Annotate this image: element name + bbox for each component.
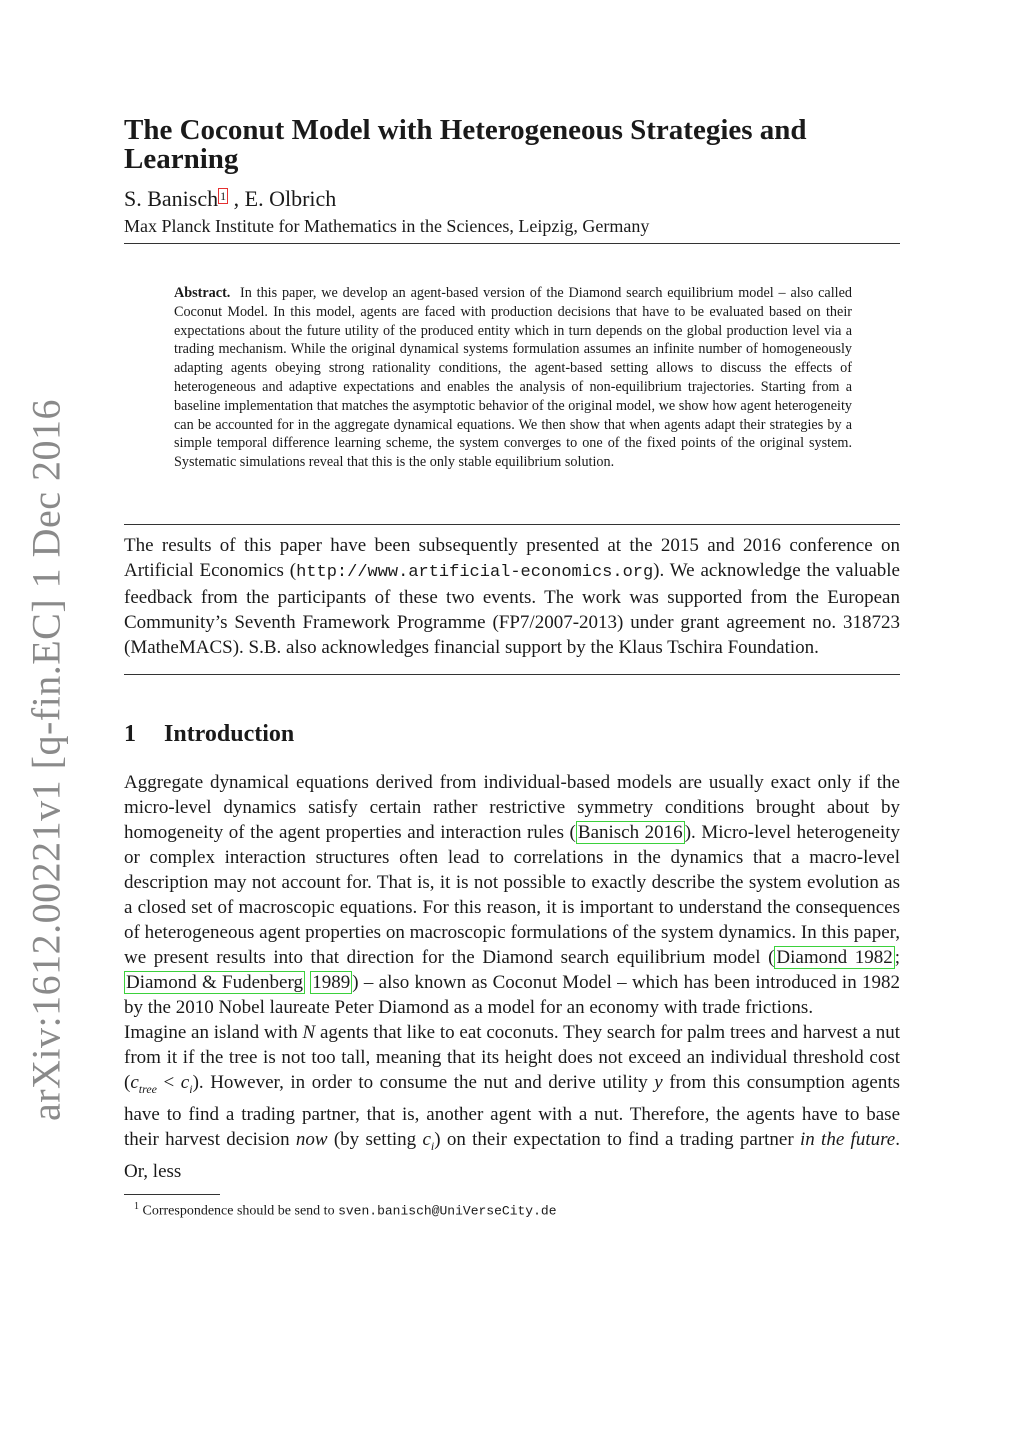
abstract-text: In this paper, we develop an agent-based version of the Diamond search equilibrium model – also called Coconut Model. In this model, agents are faced with production decisions that have to be evaluated based on their expectations about the future utility of the produced entity which in turn depends on the global production level via a trading mechanism. While the original dynamical systems formulation assumes an infinite number of homogeneously adapting agents obeying strong rationality conditions, the agent-based setting allows to discuss the effects of heterogeneous and adaptive expectations and enables the analysis of non-equilibrium trajectories. Starting from a baseline implementation that matches the asymptotic behavior of the original model, we show how agent heterogeneity can be accounted for in the aggregate dynamical equations. We then show that when agents adapt their strategies by a simple temporal difference learning scheme, the system converges to one of the fixed points of the original system. Systematic simulations reveal that this is the only stable equilibrium solution.	[174, 285, 853, 471]
ack-text-1: The results of this paper have been subsequently presented at the 2015 and 2016 conference on Artificial Economics (	[124, 534, 900, 581]
divider-bottom	[124, 674, 900, 675]
intro-text: from this consumption agents have to find a trading partner, that is, another agent with a nut. Therefore, the agents have to base their harvest decision	[124, 1071, 900, 1150]
intro-text: Imagine an island with	[124, 1021, 303, 1043]
emph-now: now	[295, 1128, 328, 1150]
citation-1989[interactable]: 1989	[312, 971, 351, 993]
author-banisch: S. Banisch	[124, 186, 219, 211]
footnote	[124, 1201, 900, 1220]
section-number: 1	[124, 720, 136, 747]
math-c-i-2: $c_i$	[422, 1128, 435, 1153]
citation-banisch-2016[interactable]: Banisch 2016	[577, 821, 683, 843]
section-title: Introduction	[164, 720, 295, 747]
footnote-text: Correspondence should be send to	[139, 1203, 339, 1219]
citation-diamond-fudenberg[interactable]: Diamond & Fudenberg	[126, 971, 303, 993]
author-olbrich: , E. Olbrich	[228, 186, 337, 211]
intro-text: ) – also known as Coconut Model – which has been introduced in 1982 by the 2010 Nobel laureate Peter Diamond as a model for an economy with trade frictions.	[124, 971, 900, 1018]
abstract-label: Abstract.	[174, 285, 231, 301]
intro-text: ). Micro-level heterogeneity or complex interaction structures often lead to correlations in the dynamics that a macro-level description may not account for. That is, it is not possible to exactly describe the system evolution as a closed set of macroscopic equations. For this reason, it is important to understand the consequences of heterogeneous agent properties on macroscopic formulations of the system dynamics. In this paper, we present results into that direction for the Diamond search equilibrium model (	[124, 821, 900, 968]
math-c-tree: $c_{tree}$	[130, 1071, 157, 1096]
footnote-link[interactable]: 1	[220, 189, 227, 203]
emph-future: in the future	[799, 1128, 896, 1150]
affiliation: Max Planck Institute for Mathematics in the Sciences, Leipzig, Germany	[124, 216, 900, 244]
section-heading	[124, 721, 900, 748]
ack-url-link[interactable]: http://www.artificial-economics.org	[296, 562, 654, 582]
paper-title: The Coconut Model with Heterogeneous Strategies and Learning	[124, 114, 807, 175]
intro-paragraph-1	[124, 770, 900, 1020]
ack-text-2: ). We acknowledge the valuable feedback from the participants of these two events. The work was supported from the European Community’s Seventh Framework Programme (FP7/2007-2013) under grant agreement no. 318723 (MatheMACS). S.B. also acknowledges financial support by the Klaus Tschira Foundation.	[124, 559, 900, 658]
email-link[interactable]: sven.banisch@UniVerseCity.de	[338, 1203, 557, 1219]
intro-paragraph-2	[124, 1020, 900, 1184]
abstract	[174, 284, 852, 472]
acknowledgement-paragraph	[124, 533, 900, 660]
author-list	[124, 186, 900, 212]
footnote-mark: 1	[134, 1200, 139, 1212]
math-n: N	[302, 1021, 316, 1043]
intro-text: Aggregate dynamical equations derived from individual-based models are usually exact only if the micro-level dynamics satisfy certain rather restrictive symmetry conditions brought about by homogeneity of the agent properties and interaction rules (	[124, 771, 900, 843]
intro-text: ) on their expectation to find a trading partner	[434, 1128, 800, 1150]
intro-text: agents that like to eat coconuts. They search for palm trees and harvest a nut from it if the tree is not too tall, meaning that its height does not exceed an individual threshold cost (	[124, 1021, 900, 1093]
math-lt: <	[156, 1071, 181, 1093]
math-y: y	[654, 1071, 663, 1093]
arxiv-identifier: arXiv:1612.00221v1 [q-fin.EC] 1 Dec 2016	[23, 398, 69, 1122]
math-c-i: $c_i$	[180, 1071, 193, 1096]
paper-page	[124, 116, 900, 1219]
divider-top	[124, 524, 900, 525]
intro-text: ;	[894, 946, 900, 968]
intro-text: ). However, in order to consume the nut and derive utility	[192, 1071, 655, 1093]
footnote-divider	[124, 1194, 220, 1195]
intro-text: . Or, less	[124, 1128, 900, 1182]
intro-text: (by setting	[327, 1128, 423, 1150]
citation-diamond-1982[interactable]: Diamond 1982	[776, 946, 893, 968]
